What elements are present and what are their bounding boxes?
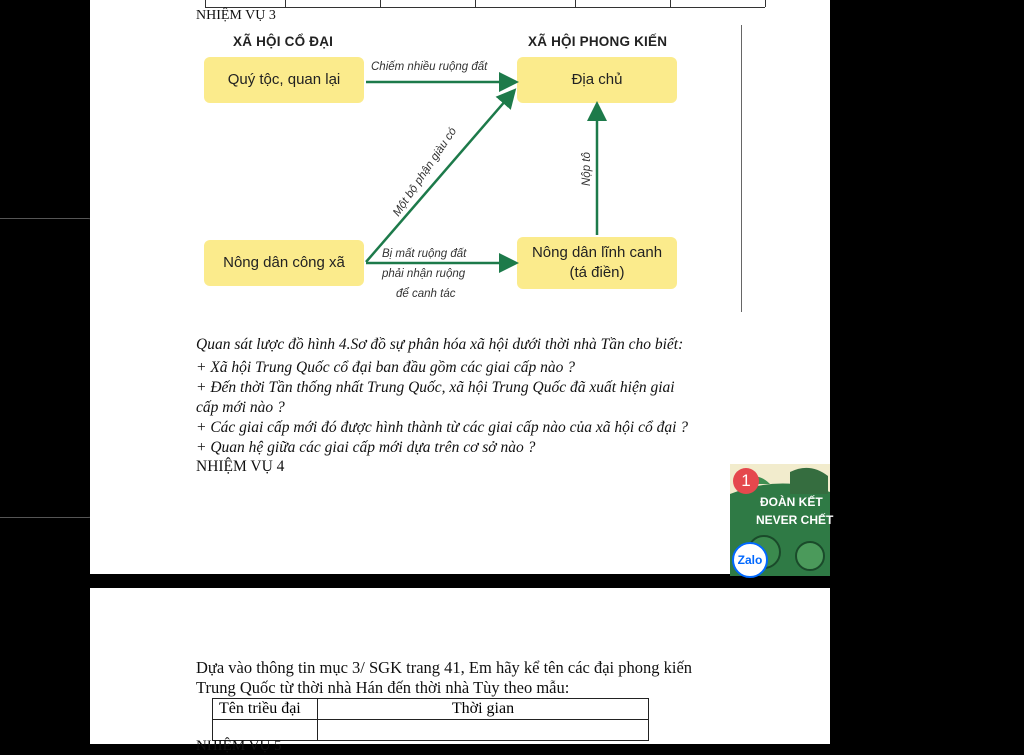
ancient-society-heading: XÃ HỘI CỔ ĐẠI (233, 34, 334, 49)
box-nobles-officials: Quý tộc, quan lại (204, 57, 364, 103)
header-time-period: Thời gian (318, 699, 649, 720)
question-2b: cấp mới nào ? (196, 399, 285, 416)
left-window-strip (0, 218, 98, 518)
question-1: + Xã hội Trung Quốc cổ đại ban đầu gồm các giai cấp nào ? (196, 359, 575, 376)
box-landlords: Địa chủ (517, 57, 677, 103)
label-rich-part: Một bộ phận giàu có (391, 125, 460, 219)
label-to-farm: để canh tác (396, 288, 456, 300)
question-intro: Quan sát lược đồ hình 4.Sơ đồ sự phân hóa xã hội dưới thời nhà Tần cho biết: (196, 336, 684, 353)
label-pay-rent: Nộp tô (581, 152, 593, 186)
table-cell (318, 720, 649, 741)
arrow-peasants-to-landlords (366, 92, 513, 262)
notification-badge: 1 (733, 468, 759, 494)
tenant-farmers-line2: (tá điền) (569, 264, 625, 281)
task-5-title-cutoff: NHIỆM VỤ 5 (196, 738, 282, 754)
feudal-society-heading: XÃ HỘI PHONG KIẾN (528, 34, 668, 49)
diagram-border-line (741, 25, 742, 312)
table-header-row (213, 699, 649, 720)
task-4-title: NHIỆM VỤ 4 (196, 458, 285, 475)
box-commune-peasants: Nông dân công xã (204, 240, 364, 286)
document-page-2 (90, 588, 830, 754)
question-4: + Quan hệ giữa các giai cấp mới dựa trên cơ sở nào ? (196, 439, 536, 456)
label-lost-land: Bị mất ruộng đất (382, 248, 467, 260)
dynasty-table (212, 698, 649, 741)
instruction-line-2: Trung Quốc từ thời nhà Hán đến thời nhà Tùy theo mẫu: (196, 678, 570, 697)
task-3-title: NHIỆM VỤ 3 (196, 8, 276, 23)
question-2a: + Đến thời Tần thống nhất Trung Quốc, xã hội Trung Quốc đã xuất hiện giai (196, 379, 675, 396)
question-3: + Các giai cấp mới đó được hình thành từ các giai cấp nào của xã hội cổ đại ? (196, 419, 689, 436)
document-page-1 (90, 0, 830, 574)
instruction-line-1: Dựa vào thông tin mục 3/ SGK trang 41, Em hãy kể tên các đại phong kiến (196, 658, 693, 677)
label-receive-land: phải nhận ruộng (382, 268, 466, 280)
sticker-text-1: ĐOÀN KẾT (760, 495, 823, 509)
header-dynasty-name: Tên triều đại (213, 699, 318, 720)
sticker-text-2: NEVER CHẾT (756, 513, 834, 527)
zalo-chat-bubble[interactable] (730, 464, 834, 576)
zalo-app-icon[interactable]: Zalo (732, 542, 768, 578)
label-seize-land: Chiếm nhiều ruộng đất (371, 61, 488, 73)
tenant-farmers-line1: Nông dân lĩnh canh (531, 244, 663, 261)
